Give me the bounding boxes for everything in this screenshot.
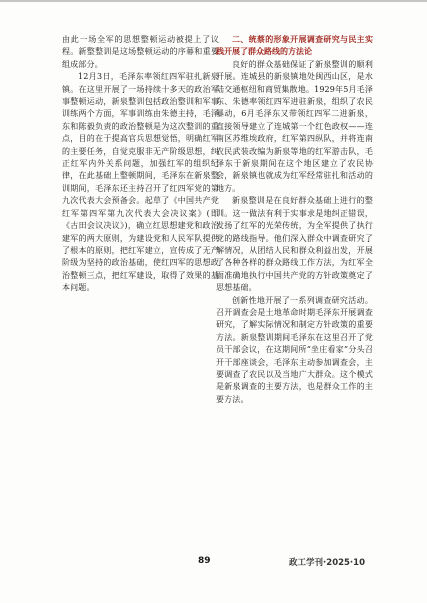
journal-name: 政工学刊·2025·10 <box>289 558 365 568</box>
page-footer <box>0 556 427 570</box>
paragraph-december-3: 12月3日，毛泽东率领红四军驻扎新泉镇。在这里开展了一场持续十多天的政治军事整顿运动，新泉整训包括政治整训和军事训练两个方面，军事训练由朱德主持，毛泽东和陈毅负责的政治整顿是为这次整训的重点，目的在于提高官兵思想觉悟，明确红军的主要任务，自觉克服非无产阶级思想，纠正红军内外关系问题，加强红军的组织纪律，在此基础上整顿期间，毛泽东在新泉整训期间，毛泽东还主持召开了红四军党的第九次代表大会预备会。起草了《中国共产党红军第四军第九次代表大会决议案》(即《古田会议决议》)，确立红思想建党和政治建军的两大原则，为建设党和人民军队提供了根本的原则，把红军建立，宣传成了无产阶级为坚持的政治基础，使红四军的思想政治整顿三点，把红军建设，取得了效果的基本问题。 <box>62 72 219 293</box>
paragraph-continued: 由此一场全军的思想整顿运动被提上了议程。新整整训是这场整顿运动的序幕和重要组成部分。 <box>62 35 219 69</box>
page-number: 89 <box>198 556 211 566</box>
left-text-column <box>62 34 219 295</box>
section-heading: 二、统蔡的形象开展调查研究与民主实践开展了群众路线的方法论 <box>216 35 373 57</box>
paragraph-rectification: 新泉整训是在良好群众基础上进行的整训。这一做法有利于实事求是地纠正错误，发扬了红军的光荣传统，为全军提供了执行党的路线指导。他们深入群众中调查研究了解情况，从团结人民和群众利益出发，开展了各种各样的群众路线工作方法，为红军全面准确地执行中国共产党的方针政策奠定了思想基础。 <box>216 196 373 293</box>
right-text-column <box>216 34 373 406</box>
paragraph-mass-base: 良好的群众基础保证了新泉整训的顺利开展。连城县的新泉镇地处闽西山区，是水陆交通枢纽和商贸集散地。1929年5月毛泽东、朱德率领红四军进驻新泉，组织了农民暴动，6月毛泽东又带领红四军二进新泉，直接领导建立了连城第一个红色政权——连南区苏维埃政府，红军第四纵队，并将连南农民武装改编为新泉等地的红军游击队，毛泽东于新泉期间在这个地区建立了农民协会，新泉镇也就成为红军经常驻扎和活动的地方。 <box>216 59 373 193</box>
top-border-rule <box>0 0 427 2</box>
paragraph-investigation: 创新性地开展了一系列调查研究活动。召开调查会是土地革命时期毛泽东开展调查研究，了解实际情况和制定方针政策的重要方法。新泉整训期间毛泽东在这里召开了党员干部会议，在这期间所“坐庄看家”分头召开干部座谈会，毛泽东主动参加调查会，主要调查了农民以及当地广大群众。这个模式是新泉调查的主要方法，也是群众工作的主要方法。 <box>216 295 373 404</box>
